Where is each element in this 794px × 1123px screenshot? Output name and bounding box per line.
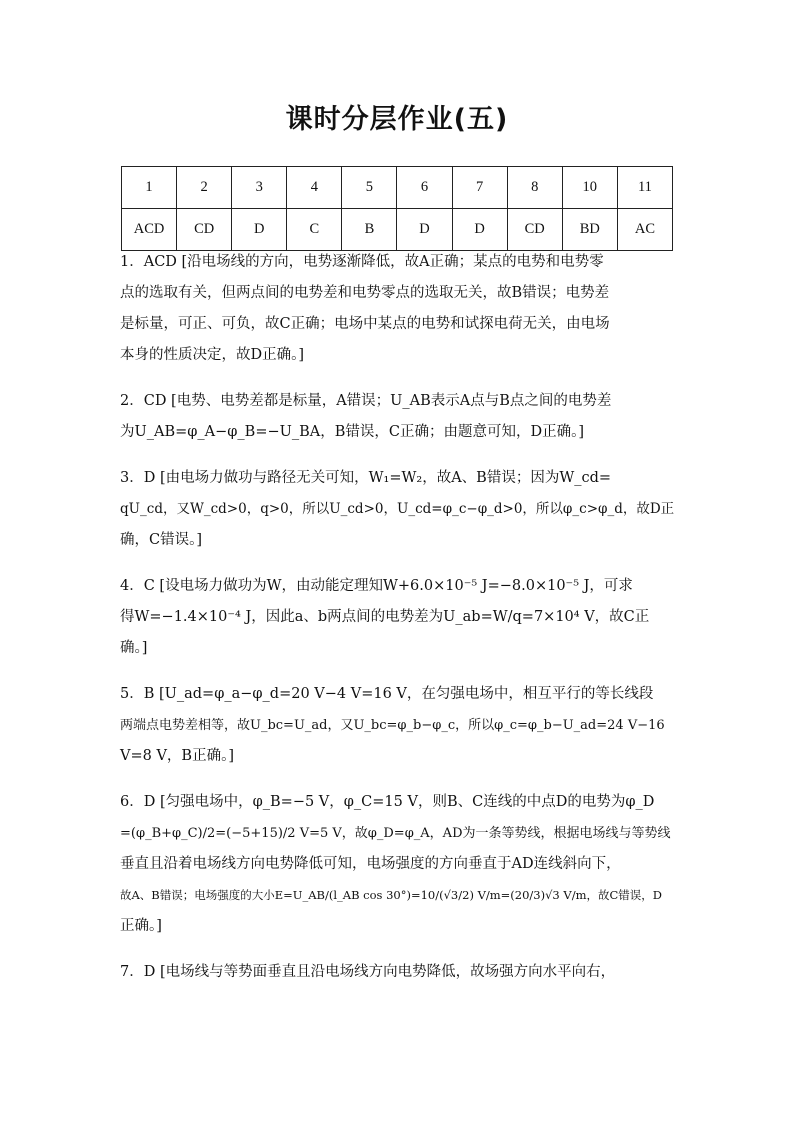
question-number: 10 bbox=[562, 167, 617, 209]
question-number: 6 bbox=[397, 167, 452, 209]
question-number: 8 bbox=[507, 167, 562, 209]
explanation-line: 3．D [由电场力做功与路径无关可知，W₁=W₂，故A、B错误；因为W_cd= bbox=[120, 470, 612, 486]
answer-table-header-row bbox=[122, 167, 673, 209]
answer-cell: BD bbox=[562, 209, 617, 251]
explanation-line: 为U_AB=φ_A−φ_B=−U_BA，B错误，C正确；由题意可知，D正确。] bbox=[120, 424, 585, 440]
question-number: 2 bbox=[177, 167, 232, 209]
explanation-7 bbox=[120, 957, 678, 988]
explanation-3 bbox=[120, 463, 678, 556]
explanation-line: 确。] bbox=[120, 640, 148, 656]
question-number: 3 bbox=[232, 167, 287, 209]
answer-table bbox=[121, 166, 673, 251]
explanation-1 bbox=[120, 247, 678, 371]
question-number: 1 bbox=[122, 167, 177, 209]
question-number: 5 bbox=[342, 167, 397, 209]
explanation-line: V=8 V，B正确。] bbox=[120, 748, 234, 764]
explanation-line: 垂直且沿着电场线方向电势降低可知，电场强度的方向垂直于AD连线斜向下， bbox=[120, 856, 621, 872]
answer-table-answer-row bbox=[122, 209, 673, 251]
explanation-line: 点的选取有关，但两点间的电势差和电势零点的选取无关，故B错误；电势差 bbox=[120, 285, 610, 301]
explanation-line: 正确。] bbox=[120, 918, 162, 934]
answer-cell: CD bbox=[177, 209, 232, 251]
explanation-line: 2．CD [电势、电势差都是标量，A错误；U_AB表示A点与B点之间的电势差 bbox=[120, 393, 612, 409]
explanation-line: =(φ_B+φ_C)/2=(−5+15)/2 V=5 V，故φ_D=φ_A，AD为一条等势线，根据电场线与等势线 bbox=[120, 826, 671, 841]
explanation-line: 本身的性质决定，故D正确。] bbox=[120, 347, 305, 363]
explanation-line: 是标量，可正、可负，故C正确；电场中某点的电势和试探电荷无关，由电场 bbox=[120, 316, 610, 332]
explanation-line: 得W=−1.4×10⁻⁴ J，因此a、b两点间的电势差为U_ab=W/q=7×10⁴ V，故C正 bbox=[120, 609, 650, 625]
explanation-line: qU_cd，又W_cd>0，q>0，所以U_cd>0，U_cd=φ_c−φ_d>0，所以φ_c>φ_d，故D正 bbox=[120, 501, 675, 517]
answer-cell: AC bbox=[617, 209, 672, 251]
explanation-6 bbox=[120, 787, 678, 942]
explanation-2 bbox=[120, 386, 678, 448]
answer-cell: D bbox=[397, 209, 452, 251]
explanation-4 bbox=[120, 571, 678, 664]
explanation-line: 1．ACD [沿电场线的方向，电势逐渐降低，故A正确；某点的电势和电势零 bbox=[120, 254, 604, 270]
explanation-line: 故A、B错误；电场强度的大小E=U_AB/(l_AB cos 30°)=10/(√3/2) V/m=(20/3)√3 V/m，故C错误，D bbox=[120, 888, 663, 902]
explanation-line: 7．D [电场线与等势面垂直且沿电场线方向电势降低，故场强方向水平向右， bbox=[120, 964, 616, 980]
question-number: 11 bbox=[617, 167, 672, 209]
answer-cell: D bbox=[232, 209, 287, 251]
answer-cell: CD bbox=[507, 209, 562, 251]
answer-cell: C bbox=[287, 209, 342, 251]
question-number: 7 bbox=[452, 167, 507, 209]
explanation-line: 4．C [设电场力做功为W，由动能定理知W+6.0×10⁻⁵ J=−8.0×10⁻⁵ J，可求 bbox=[120, 578, 633, 594]
answer-cell: B bbox=[342, 209, 397, 251]
explanation-line: 5．B [U_ad=φ_a−φ_d=20 V−4 V=16 V，在匀强电场中，相互平行的等长线段 bbox=[120, 686, 654, 702]
answer-cell: ACD bbox=[122, 209, 177, 251]
answer-cell: D bbox=[452, 209, 507, 251]
page-title: 课时分层作业(五) bbox=[285, 104, 509, 135]
explanations-body bbox=[120, 247, 678, 1003]
explanation-line: 确，C错误。] bbox=[120, 532, 203, 548]
question-number: 4 bbox=[287, 167, 342, 209]
explanation-line: 6．D [匀强电场中，φ_B=−5 V，φ_C=15 V，则B、C连线的中点D的电势为φ_D bbox=[120, 794, 655, 810]
explanation-5 bbox=[120, 679, 678, 772]
explanation-line: 两端点电势差相等，故U_bc=U_ad，又U_bc=φ_b−φ_c，所以φ_c=φ_b−U_ad=24 V−16 bbox=[120, 718, 665, 733]
